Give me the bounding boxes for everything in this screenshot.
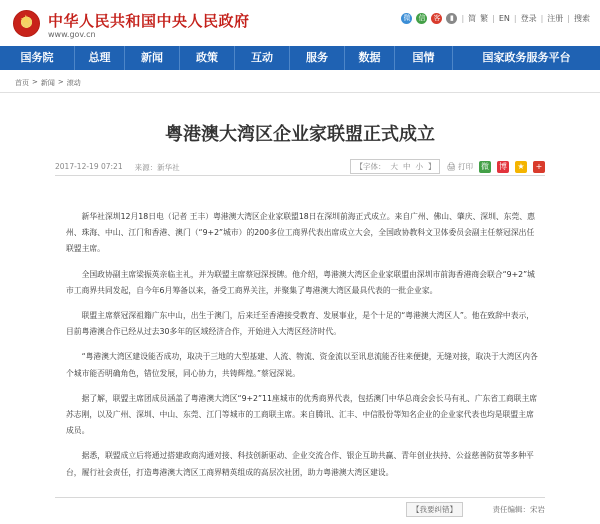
breadcrumb (15, 78, 81, 88)
font-size-medium[interactable]: 中 (402, 162, 411, 171)
share-qzone-icon[interactable]: ★ (515, 161, 527, 173)
article-title: 粤港澳大湾区企业家联盟正式成立 (165, 124, 435, 145)
nav-item-service[interactable]: 服务 (290, 46, 345, 70)
article-body (66, 209, 541, 490)
lang-traditional-link[interactable]: 繁 (480, 14, 489, 23)
article-paragraph: 据了解，联盟主席团成员涵盖了粤港澳大湾区“9+2”11座城市的优秀商界代表，包括澳门中华总商会会长马有礼、广东省工商联主席苏志刚，以及广州、深圳、中山、东莞、江门等城市的工商联主席。来自腾讯、汇丰、中信股份等知名企业的企业家代表也均是联盟主席成员。 (66, 393, 538, 436)
nav-item-national-info[interactable]: 国情 (395, 46, 453, 70)
responsible-editor: 责任编辑：宋岩 (492, 505, 545, 514)
breadcrumb-news[interactable]: 新闻 (40, 79, 55, 87)
font-size-control (350, 159, 440, 174)
app-icon[interactable]: 客 (433, 14, 441, 22)
font-size-end: 】 (427, 162, 436, 171)
nav-item-interaction[interactable]: 互动 (235, 46, 290, 70)
font-size-large[interactable]: 大 (390, 162, 398, 171)
nav-item-data[interactable]: 数据 (345, 46, 395, 70)
article-paragraph: 新华社深圳12月18日电（记者 王丰）粤港澳大湾区企业家联盟18日在深圳前海正式成立。来自广州、佛山、肇庆、深圳、东莞、惠州、珠海、中山、江门和香港、澳门（“9+2”城市）的200多位工商界代表出席成立大会，全国政协教科文卫体委员会副主任蔡冠深出任联盟主席。 (66, 212, 535, 254)
nav-item-premier[interactable]: 总理 (75, 46, 125, 70)
printer-icon: 🖨 (446, 162, 456, 171)
nav-item-state-council[interactable]: 国务院 (0, 46, 75, 70)
search-link[interactable]: 搜索 (574, 14, 590, 23)
breadcrumb-divider (0, 92, 600, 93)
nav-item-service-platform[interactable]: 国家政务服务平台 (482, 51, 571, 64)
breadcrumb-scroll[interactable]: 滚动 (66, 79, 81, 87)
register-link[interactable]: 注册 (547, 14, 564, 23)
article-meta-bar (55, 158, 545, 176)
site-url: www.gov.cn (48, 30, 96, 39)
share-wechat-icon[interactable]: 微 (481, 161, 489, 171)
breadcrumb-separator: > (32, 78, 38, 86)
article-paragraph: 全国政协副主席梁振英亲临主礼，并为联盟主席蔡冠深授牌。他介绍，粤港澳大湾区企业家联盟由深圳市前海香港商会联合“9+2”城市工商界共同发起，自今年6月筹备以来，备受工商界关注，并聚集了粤港澳大湾区最具代表的一批企业家。 (66, 269, 535, 295)
article-paragraph: 联盟主席蔡冠深祖籍广东中山，出生于澳门，后来迁至香港接受教育、发展事业，是个十足的“粤港澳大湾区人”。他在致辞中表示，目前粤港澳合作已经从过去30多年的区域经济合作，开始进入大湾区经济时代。 (66, 311, 535, 337)
article-paragraph: “粤港澳大湾区建设能否成功，取决于三地的大型基建、人流、物流、资金流以至讯息流能否往来便捷，无缝对接，取决于大湾区内各个城市能否明确角色，错位发展，同心协力，共铸辉煌。”蔡冠深说。 (66, 352, 538, 378)
lang-simplified-link[interactable]: 简 (468, 14, 477, 23)
main-nav (0, 46, 600, 70)
site-title[interactable]: 中华人民共和国中央人民政府 (48, 12, 250, 30)
print-label: 打印 (458, 162, 473, 171)
lang-english-link[interactable]: EN (498, 14, 510, 23)
article-date: 2017-12-19 07:21 (55, 162, 123, 171)
article-source: 来源：新华社 (134, 163, 180, 172)
report-error-button[interactable]: 【我要纠错】 (406, 502, 463, 517)
font-size-label: 【字体： (355, 162, 386, 171)
wechat-icon[interactable]: 信 (418, 14, 426, 22)
share-weibo-icon[interactable]: 博 (499, 161, 507, 171)
national-emblem-icon[interactable] (13, 10, 40, 37)
share-more-icon[interactable]: + (533, 161, 545, 173)
font-size-small[interactable]: 小 (415, 162, 423, 171)
breadcrumb-separator: > (57, 78, 64, 86)
mobile-icon[interactable]: ▮ (446, 13, 457, 24)
article-paragraph: 据悉，联盟成立后将通过搭建政商沟通对接、科技创新驱动、企业交流合作、银企互助共赢、青年创业扶持、公益慈善防贫等多种平台，履行社会责任，打造粤港澳大湾区工商界精英组成的高层次社团，助力粤港澳大湾区建设。 (66, 451, 534, 477)
top-links: 微 信 客 ▮ | 简 繁 | EN | 登录 | 注册 | 搜索 (403, 14, 590, 23)
footer-divider (55, 497, 545, 498)
nav-item-policy[interactable]: 政策 (180, 46, 235, 70)
nav-item-news[interactable]: 新闻 (125, 46, 180, 70)
breadcrumb-home[interactable]: 首页 (15, 79, 29, 87)
site-header (0, 0, 600, 46)
print-button[interactable] (446, 161, 473, 172)
weibo-icon[interactable]: 微 (403, 14, 411, 22)
login-link[interactable]: 登录 (520, 14, 537, 23)
